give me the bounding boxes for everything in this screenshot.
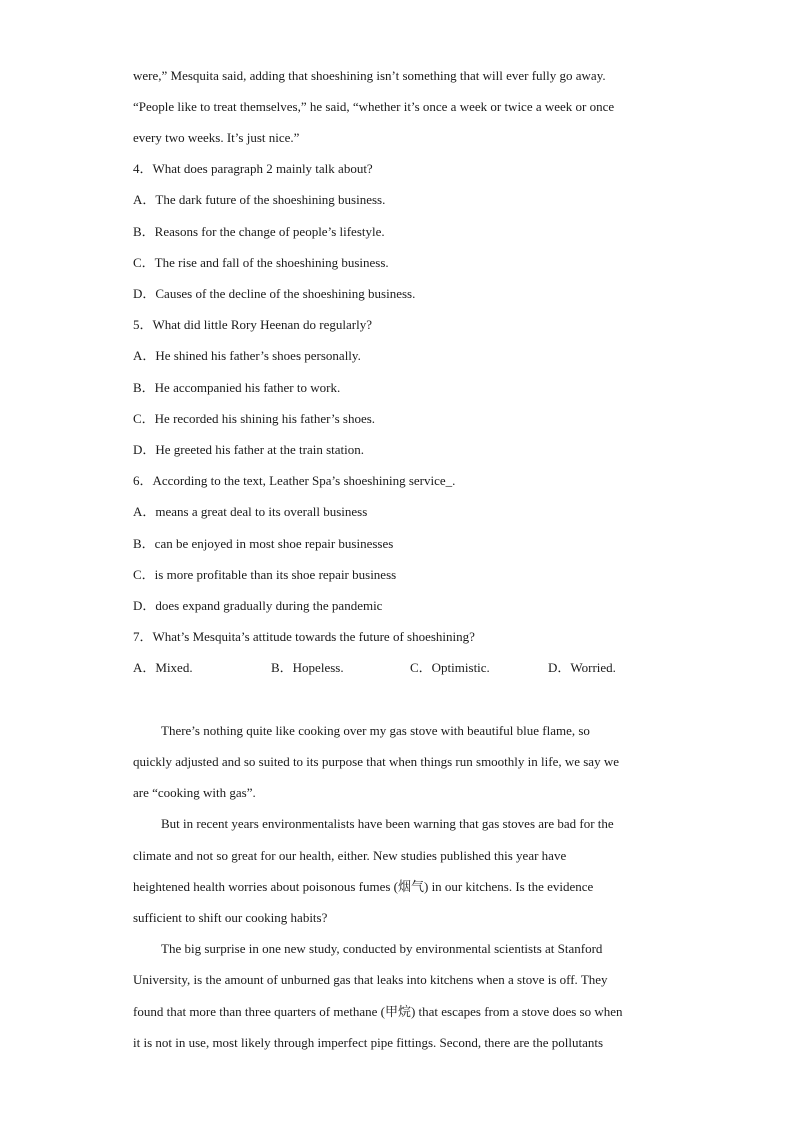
answer-option: A．He shined his father’s shoes personally. — [133, 348, 361, 363]
answer-option: A．means a great deal to its overall business — [133, 504, 368, 519]
answer-option: C．is more profitable than its shoe repair business — [133, 567, 397, 582]
answer-option: B．He accompanied his father to work. — [133, 380, 341, 395]
answer-option: A．The dark future of the shoeshining business. — [133, 192, 386, 207]
passage-line: are “cooking with gas”. — [133, 785, 256, 800]
passage-line: sufficient to shift our cooking habits? — [133, 910, 328, 925]
answer-option: A．Mixed. — [133, 660, 193, 675]
answer-option: D．Causes of the decline of the shoeshining business. — [133, 286, 416, 301]
passage-line: it is not in use, most likely through imperfect pipe fittings. Second, there are the pollutants — [133, 1035, 604, 1050]
passage-line: “People like to treat themselves,” he said, “whether it’s once a week or twice a week or once — [133, 99, 615, 114]
answer-option: B．can be enjoyed in most shoe repair businesses — [133, 536, 394, 551]
passage-line: quickly adjusted and so suited to its purpose that when things run smoothly in life, we say we — [133, 754, 619, 769]
answer-option: D．Worried. — [548, 660, 616, 675]
passage-line: every two weeks. It’s just nice.” — [133, 130, 300, 145]
answer-option: B．Hopeless. — [271, 660, 344, 675]
answer-option: C．The rise and fall of the shoeshining business. — [133, 255, 389, 270]
answer-option: D．does expand gradually during the pandemic — [133, 598, 383, 613]
passage-line: found that more than three quarters of methane (甲烷) that escapes from a stove does so when — [133, 1004, 623, 1019]
question-stem: 4．What does paragraph 2 mainly talk about? — [133, 161, 373, 176]
question-stem: 6．According to the text, Leather Spa’s shoeshining service_. — [133, 473, 456, 488]
answer-option: D．He greeted his father at the train station. — [133, 442, 365, 457]
question-stem: 7．What’s Mesquita’s attitude towards the future of shoeshining? — [133, 629, 475, 644]
passage-line: University, is the amount of unburned gas that leaks into kitchens when a stove is off. They — [133, 972, 608, 987]
passage-line: There’s nothing quite like cooking over my gas stove with beautiful blue flame, so — [161, 723, 590, 738]
answer-option: B．Reasons for the change of people’s lifestyle. — [133, 224, 385, 239]
passage-line: The big surprise in one new study, conducted by environmental scientists at Stanford — [161, 941, 603, 956]
answer-option: C．Optimistic. — [410, 660, 490, 675]
passage-line: But in recent years environmentalists have been warning that gas stoves are bad for the — [161, 816, 614, 831]
passage-line: climate and not so great for our health, either. New studies published this year have — [133, 848, 567, 863]
question-stem: 5．What did little Rory Heenan do regularly? — [133, 317, 372, 332]
answer-option: C．He recorded his shining his father’s shoes. — [133, 411, 376, 426]
passage-line: heightened health worries about poisonous fumes (烟气) in our kitchens. Is the evidence — [133, 879, 594, 894]
passage-line: were,” Mesquita said, adding that shoeshining isn’t something that will ever fully go away. — [133, 68, 606, 83]
